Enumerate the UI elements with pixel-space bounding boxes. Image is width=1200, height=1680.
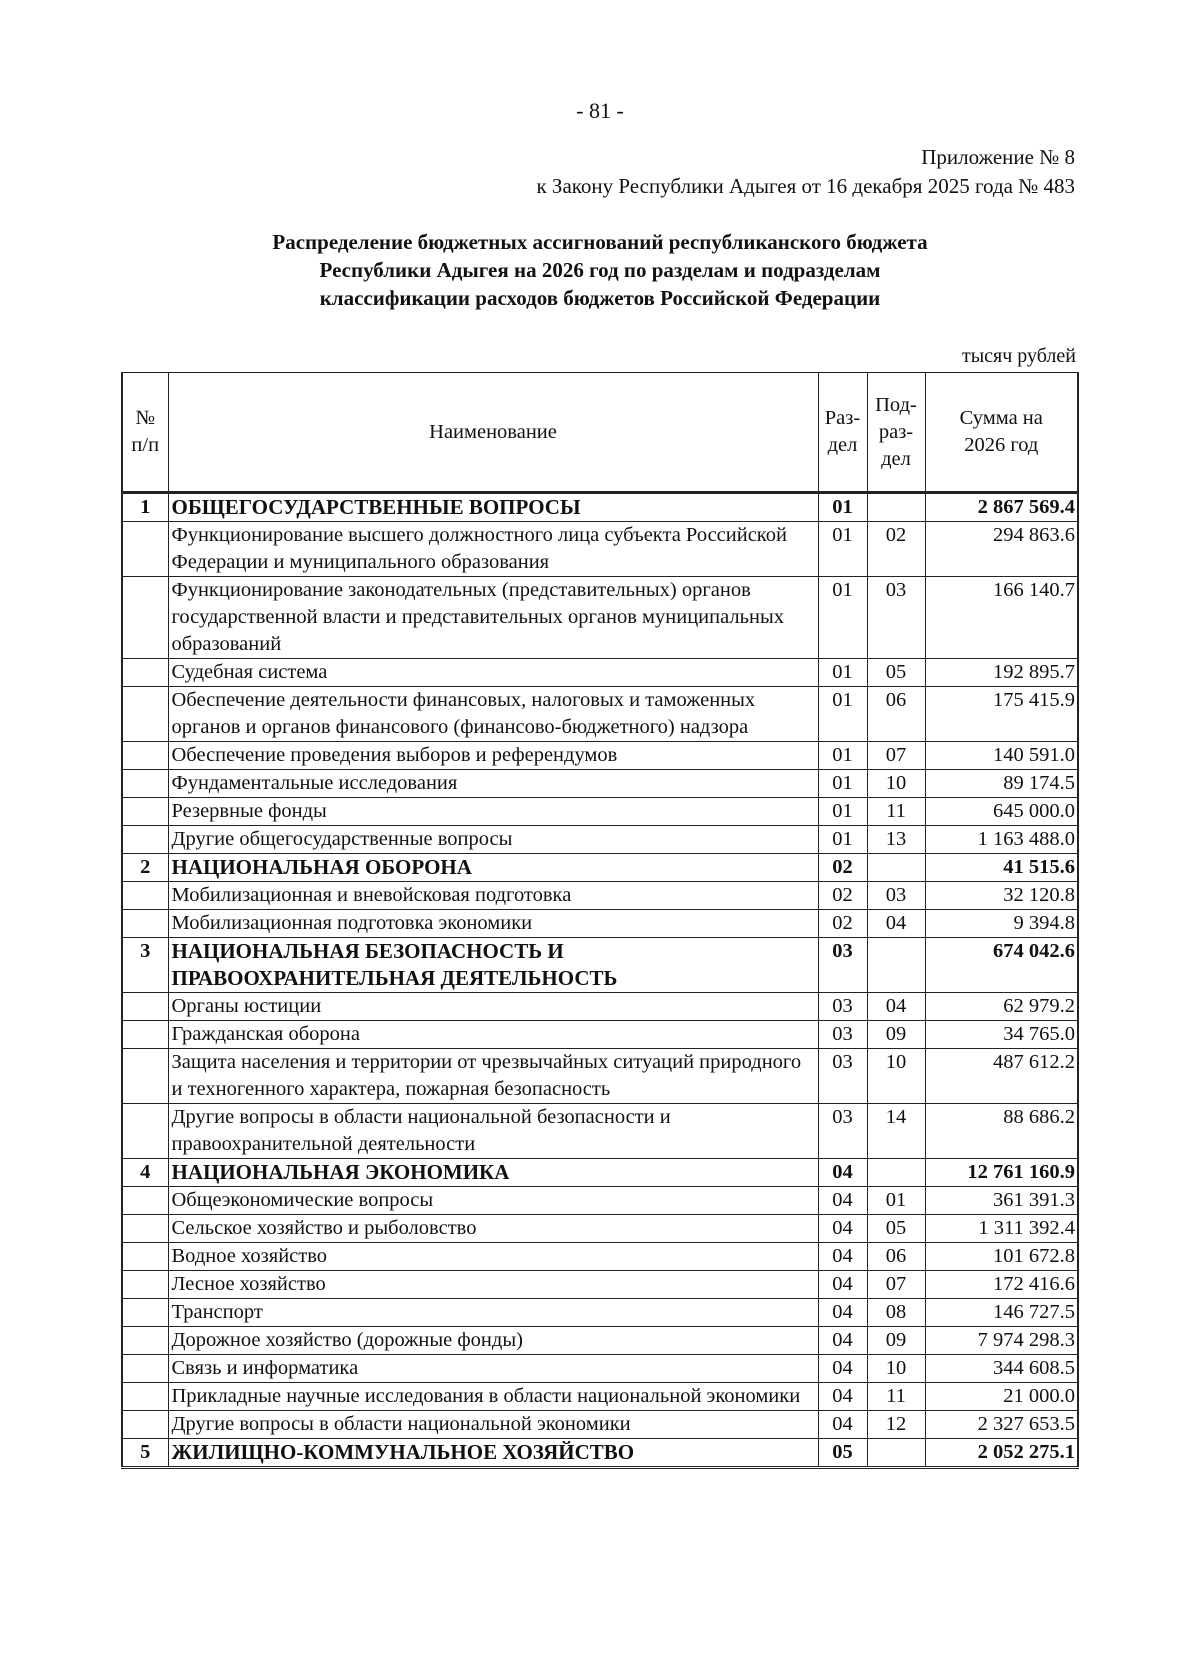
podrazdel-cell: 11 (867, 798, 925, 826)
sum-cell: 12 761 160.9 (925, 1159, 1078, 1187)
row-name-cell: Дорожное хозяйство (дорожные фонды) (168, 1327, 818, 1355)
razdel-cell: 04 (818, 1215, 867, 1243)
razdel-cell: 01 (818, 577, 867, 659)
row-name-cell: ЖИЛИЩНО-КОММУНАЛЬНОЕ ХОЗЯЙСТВО (168, 1439, 818, 1468)
row-number-cell (122, 826, 168, 854)
podrazdel-cell: 04 (867, 910, 925, 938)
row-number-cell (122, 798, 168, 826)
table-row (122, 1271, 1078, 1299)
podrazdel-cell: 06 (867, 1243, 925, 1271)
row-number-cell: 1 (122, 493, 168, 522)
razdel-cell: 03 (818, 993, 867, 1021)
podrazdel-cell: 07 (867, 1271, 925, 1299)
podrazdel-cell (867, 1439, 925, 1468)
row-name-cell: Другие вопросы в области национальной безопасности и правоохранительной деятельности (168, 1104, 818, 1159)
table-row (122, 1021, 1078, 1049)
podrazdel-cell (867, 854, 925, 882)
row-name-cell: Мобилизационная и вневойсковая подготовка (168, 882, 818, 910)
section-row (122, 1159, 1078, 1187)
sum-cell: 175 415.9 (925, 687, 1078, 742)
podrazdel-cell: 13 (867, 826, 925, 854)
section-row (122, 938, 1078, 993)
row-name-cell: Транспорт (168, 1299, 818, 1327)
podrazdel-cell: 03 (867, 577, 925, 659)
razdel-cell: 01 (818, 770, 867, 798)
row-number-cell: 2 (122, 854, 168, 882)
razdel-cell: 04 (818, 1411, 867, 1439)
row-name-cell: Резервные фонды (168, 798, 818, 826)
title-line: Республики Адыгея на 2026 год по разделам и подразделам (319, 258, 881, 282)
row-name-cell: Обеспечение деятельности финансовых, налоговых и таможенных органов и органов финансового (финансово-бюджетного) надзора (168, 687, 818, 742)
row-number-cell (122, 1104, 168, 1159)
podrazdel-cell: 01 (867, 1187, 925, 1215)
row-number-cell (122, 993, 168, 1021)
title-line: Распределение бюджетных ассигнований республиканского бюджета (272, 230, 928, 254)
sum-cell: 166 140.7 (925, 577, 1078, 659)
budget-table (121, 372, 1079, 1469)
table-row (122, 1383, 1078, 1411)
row-name-cell: НАЦИОНАЛЬНАЯ ОБОРОНА (168, 854, 818, 882)
sum-cell: 344 608.5 (925, 1355, 1078, 1383)
podrazdel-cell: 12 (867, 1411, 925, 1439)
razdel-cell: 01 (818, 522, 867, 577)
table-row (122, 1187, 1078, 1215)
row-name-cell: Органы юстиции (168, 993, 818, 1021)
section-row (122, 854, 1078, 882)
row-number-cell (122, 910, 168, 938)
razdel-cell: 03 (818, 1049, 867, 1104)
table-row (122, 1215, 1078, 1243)
podrazdel-cell: 06 (867, 687, 925, 742)
table-row (122, 659, 1078, 687)
row-name-cell: Связь и информатика (168, 1355, 818, 1383)
row-name-cell: Общеэкономические вопросы (168, 1187, 818, 1215)
podrazdel-cell: 10 (867, 1355, 925, 1383)
row-number-cell: 3 (122, 938, 168, 993)
table-row (122, 1355, 1078, 1383)
section-row (122, 493, 1078, 522)
row-name-cell: Обеспечение проведения выборов и референдумов (168, 742, 818, 770)
sum-cell: 9 394.8 (925, 910, 1078, 938)
units-label: тысяч рублей (961, 345, 1076, 367)
table-row (122, 770, 1078, 798)
razdel-cell: 01 (818, 742, 867, 770)
razdel-cell: 04 (818, 1159, 867, 1187)
podrazdel-cell (867, 493, 925, 522)
row-number-cell (122, 1411, 168, 1439)
razdel-cell: 02 (818, 882, 867, 910)
sum-cell: 32 120.8 (925, 882, 1078, 910)
razdel-cell: 02 (818, 910, 867, 938)
sum-cell: 89 174.5 (925, 770, 1078, 798)
table-row (122, 910, 1078, 938)
row-number-cell (122, 1271, 168, 1299)
title-line: классификации расходов бюджетов Российской Федерации (319, 286, 881, 310)
row-number-cell (122, 1383, 168, 1411)
appendix-law-reference: к Закону Республики Адыгея от 16 декабря 2025 года № 483 (536, 174, 1075, 198)
row-name-cell: Прикладные научные исследования в области национальной экономики (168, 1383, 818, 1411)
row-number-cell (122, 1187, 168, 1215)
sum-cell: 2 327 653.5 (925, 1411, 1078, 1439)
row-number-cell (122, 577, 168, 659)
podrazdel-cell (867, 938, 925, 993)
razdel-cell: 04 (818, 1355, 867, 1383)
page-number: - 81 - (576, 98, 624, 123)
table-row (122, 826, 1078, 854)
row-name-cell: Водное хозяйство (168, 1243, 818, 1271)
podrazdel-cell: 09 (867, 1021, 925, 1049)
sum-cell: 62 979.2 (925, 993, 1078, 1021)
row-number-cell (122, 1049, 168, 1104)
sum-cell: 645 000.0 (925, 798, 1078, 826)
razdel-cell: 01 (818, 687, 867, 742)
row-name-cell: Функционирование законодательных (представительных) органов государственной власти и представительных органов муниципальных образований (168, 577, 818, 659)
row-number-cell (122, 687, 168, 742)
razdel-cell: 01 (818, 798, 867, 826)
sum-cell: 192 895.7 (925, 659, 1078, 687)
sum-cell: 487 612.2 (925, 1049, 1078, 1104)
document-title (0, 228, 1200, 312)
row-name-cell: ОБЩЕГОСУДАРСТВЕННЫЕ ВОПРОСЫ (168, 493, 818, 522)
razdel-cell: 01 (818, 659, 867, 687)
sum-cell: 101 672.8 (925, 1243, 1078, 1271)
table-row (122, 1243, 1078, 1271)
row-name-cell: Функционирование высшего должностного лица субъекта Российской Федерации и муниципального образования (168, 522, 818, 577)
razdel-cell: 03 (818, 1104, 867, 1159)
sum-cell: 146 727.5 (925, 1299, 1078, 1327)
row-name-cell: Мобилизационная подготовка экономики (168, 910, 818, 938)
podrazdel-cell: 04 (867, 993, 925, 1021)
podrazdel-cell: 14 (867, 1104, 925, 1159)
row-number-cell (122, 1215, 168, 1243)
table-row (122, 742, 1078, 770)
podrazdel-cell: 05 (867, 659, 925, 687)
header-sum: Сумма на 2026 год (925, 373, 1078, 493)
row-number-cell (122, 1327, 168, 1355)
podrazdel-cell: 07 (867, 742, 925, 770)
razdel-cell: 02 (818, 854, 867, 882)
sum-cell: 361 391.3 (925, 1187, 1078, 1215)
table-body (122, 493, 1078, 1468)
table-row (122, 1411, 1078, 1439)
sum-cell: 1 163 488.0 (925, 826, 1078, 854)
table-row (122, 1299, 1078, 1327)
podrazdel-cell: 08 (867, 1299, 925, 1327)
razdel-cell: 05 (818, 1439, 867, 1468)
podrazdel-cell: 11 (867, 1383, 925, 1411)
table-row (122, 993, 1078, 1021)
sum-cell: 41 515.6 (925, 854, 1078, 882)
row-name-cell: Другие общегосударственные вопросы (168, 826, 818, 854)
row-number-cell (122, 659, 168, 687)
header-razdel: Раз- дел (818, 373, 867, 493)
row-number-cell (122, 882, 168, 910)
row-name-cell: НАЦИОНАЛЬНАЯ БЕЗОПАСНОСТЬ И ПРАВООХРАНИТЕЛЬНАЯ ДЕЯТЕЛЬНОСТЬ (168, 938, 818, 993)
sum-cell: 2 867 569.4 (925, 493, 1078, 522)
row-number-cell: 4 (122, 1159, 168, 1187)
section-row (122, 1439, 1078, 1468)
sum-cell: 88 686.2 (925, 1104, 1078, 1159)
row-number-cell (122, 522, 168, 577)
table-row (122, 1327, 1078, 1355)
podrazdel-cell: 10 (867, 770, 925, 798)
razdel-cell: 01 (818, 493, 867, 522)
row-number-cell (122, 742, 168, 770)
appendix-label: Приложение № 8 (921, 145, 1075, 169)
row-number-cell (122, 1243, 168, 1271)
row-number-cell (122, 1021, 168, 1049)
table-row (122, 882, 1078, 910)
podrazdel-cell: 10 (867, 1049, 925, 1104)
podrazdel-cell: 02 (867, 522, 925, 577)
razdel-cell: 04 (818, 1299, 867, 1327)
podrazdel-cell: 05 (867, 1215, 925, 1243)
sum-cell: 34 765.0 (925, 1021, 1078, 1049)
sum-cell: 172 416.6 (925, 1271, 1078, 1299)
row-name-cell: НАЦИОНАЛЬНАЯ ЭКОНОМИКА (168, 1159, 818, 1187)
razdel-cell: 04 (818, 1271, 867, 1299)
razdel-cell: 04 (818, 1327, 867, 1355)
table-row (122, 1104, 1078, 1159)
row-number-cell: 5 (122, 1439, 168, 1468)
row-name-cell: Фундаментальные исследования (168, 770, 818, 798)
row-name-cell: Судебная система (168, 659, 818, 687)
sum-cell: 140 591.0 (925, 742, 1078, 770)
row-number-cell (122, 770, 168, 798)
header-number: № п/п (122, 373, 168, 493)
sum-cell: 7 974 298.3 (925, 1327, 1078, 1355)
sum-cell: 294 863.6 (925, 522, 1078, 577)
table-row (122, 522, 1078, 577)
row-name-cell: Другие вопросы в области национальной экономики (168, 1411, 818, 1439)
razdel-cell: 04 (818, 1187, 867, 1215)
row-name-cell: Защита населения и территории от чрезвычайных ситуаций природного и техногенного характера, пожарная безопасность (168, 1049, 818, 1104)
sum-cell: 674 042.6 (925, 938, 1078, 993)
razdel-cell: 03 (818, 1021, 867, 1049)
razdel-cell: 03 (818, 938, 867, 993)
table-row (122, 798, 1078, 826)
podrazdel-cell: 03 (867, 882, 925, 910)
row-name-cell: Сельское хозяйство и рыболовство (168, 1215, 818, 1243)
sum-cell: 2 052 275.1 (925, 1439, 1078, 1468)
header-name: Наименование (168, 373, 818, 493)
razdel-cell: 01 (818, 826, 867, 854)
podrazdel-cell: 09 (867, 1327, 925, 1355)
row-number-cell (122, 1355, 168, 1383)
table-row (122, 1049, 1078, 1104)
row-name-cell: Лесное хозяйство (168, 1271, 818, 1299)
sum-cell: 21 000.0 (925, 1383, 1078, 1411)
table-row (122, 687, 1078, 742)
header-podrazdel: Под- раз- дел (867, 373, 925, 493)
table-row (122, 577, 1078, 659)
row-number-cell (122, 1299, 168, 1327)
podrazdel-cell (867, 1159, 925, 1187)
sum-cell: 1 311 392.4 (925, 1215, 1078, 1243)
header-row (122, 373, 1078, 493)
row-name-cell: Гражданская оборона (168, 1021, 818, 1049)
razdel-cell: 04 (818, 1383, 867, 1411)
razdel-cell: 04 (818, 1243, 867, 1271)
